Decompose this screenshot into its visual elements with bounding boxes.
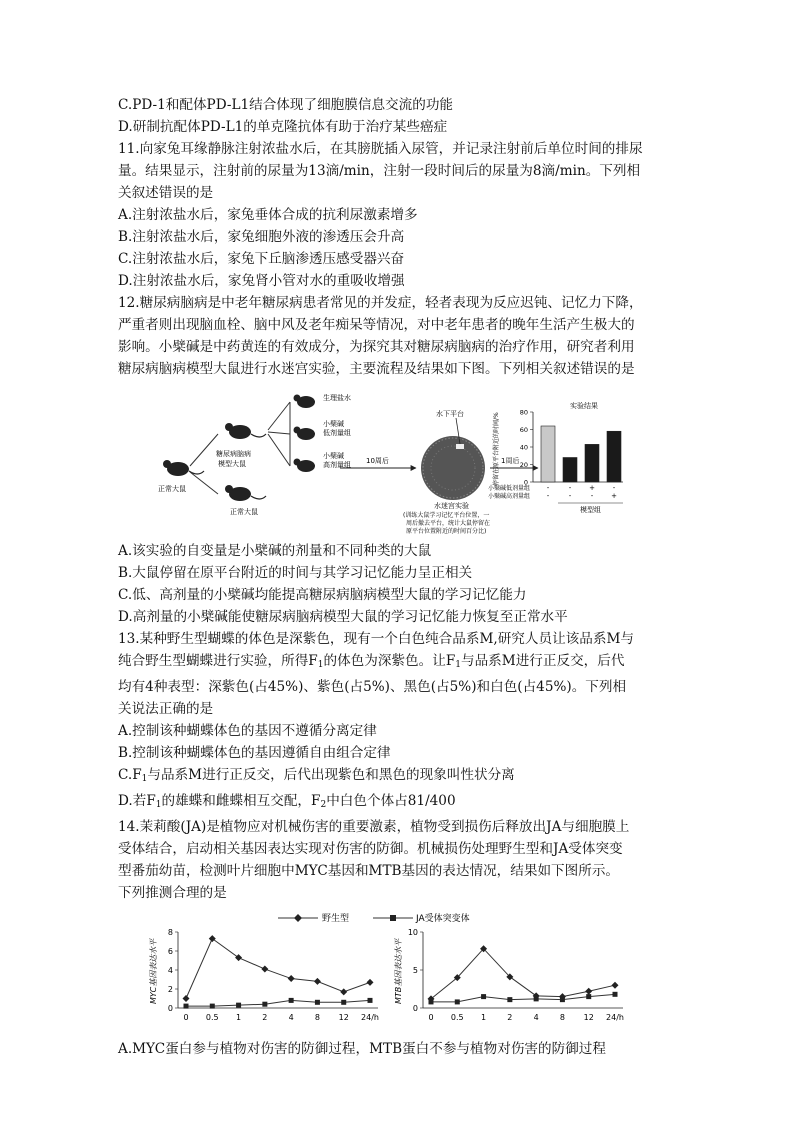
y-tick-label: 2 — [167, 985, 173, 994]
rat-icon-normal — [163, 460, 204, 476]
series-line — [186, 939, 370, 999]
q13-stem-4: 关说法正确的是 — [118, 701, 214, 717]
label-maze-note-3: 原平台位置附近的时间百分比) — [406, 528, 487, 535]
treatment-mark: + — [589, 484, 595, 492]
label-model-rat-2: 模型大鼠 — [218, 460, 246, 468]
treatment-mark: - — [546, 484, 550, 492]
q12-stem-4: 糖尿病脑病模型大鼠进行水迷宫实验，主要流程及结果如下图。下列相关叙述错误的是 — [118, 361, 635, 377]
q13-option-d-c: 中白色个体占81/400 — [326, 793, 456, 809]
q12-option-a: A.该实验的自变量是小檗碱的剂量和不同种类的大鼠 — [118, 543, 432, 559]
q12-option-b: B.大鼠停留在原平台附近的时间与其学习记忆能力呈正相关 — [118, 565, 473, 581]
data-point — [183, 995, 190, 1002]
q14-figure-svg — [118, 908, 658, 1036]
q11-option-b: B.注射浓盐水后，家兔细胞外液的渗透压会升高 — [118, 229, 405, 245]
bar — [541, 426, 555, 482]
y-tick-label: 10 — [407, 928, 418, 937]
label-maze-note-1: (训练大鼠学习记忆平台位置，一 — [403, 512, 490, 519]
q12-option-c: C.低、高剂量的小檗碱均能提高糖尿病脑病模型大鼠的学习记忆能力 — [118, 587, 527, 603]
treatment-mark: + — [611, 492, 617, 500]
data-point — [209, 935, 216, 942]
bar — [563, 458, 577, 483]
label-model-group: 模型组 — [580, 506, 601, 514]
y-tick-label: 6 — [167, 947, 173, 956]
q12-option-d: D.高剂量的小檗碱能使糖尿病脑病模型大鼠的学习记忆能力恢复至正常水平 — [118, 609, 568, 625]
y-tick-label: 0 — [523, 478, 528, 487]
legend-mutant: JA受体突变体 — [416, 914, 470, 924]
row-label-high: 小檗碱高剂量组 — [488, 493, 531, 500]
y-axis-label: MYC基因表达水平 — [149, 938, 158, 1004]
q13-stem-2a: 纯合野生型蝴蝶进行实验，所得F — [118, 653, 318, 669]
y-tick-label: 20 — [519, 461, 528, 469]
q13-stem-2 — [118, 650, 678, 676]
q12-stem-3: 影响。小檗碱是中药黄连的有效成分，为探究其对糖尿病脑病的治疗作用，研究者利用 — [118, 339, 635, 355]
label-high-1: 小檗碱 — [323, 452, 344, 460]
x-tick-label: 2 — [262, 1013, 268, 1022]
data-point — [367, 979, 374, 986]
q14-stem-2: 受体结合，启动相关基因表达实现对伤害的防御。机械损伤处理野生型和JA受体突变 — [118, 841, 623, 857]
q10-option-c: C.PD-1和配体PD-L1结合体现了细胞膜信息交流的功能 — [118, 97, 454, 113]
label-low-2: 低剂量组 — [323, 429, 351, 437]
y-tick-label: 8 — [167, 928, 173, 937]
q12-stem-1: 12.糖尿病脑病是中老年糖尿病患者常见的并发症，轻者表现为反应迟钝、记忆力下降， — [118, 295, 643, 311]
q14-figure — [118, 908, 678, 1036]
q13-option-c — [118, 764, 678, 790]
y-tick-label: 0 — [167, 1004, 173, 1013]
treatment-mark: - — [590, 492, 594, 500]
data-point — [481, 994, 486, 999]
q12-figure — [118, 386, 678, 536]
data-point — [586, 994, 591, 999]
data-point — [455, 999, 460, 1004]
q13-stem-2b: 的体色为深紫色。让F — [323, 653, 456, 669]
q14-stem-1: 14.茉莉酸(JA)是植物应对机械伤害的重要激素，植物受到损伤后释放出JA与细胞膜上 — [118, 819, 630, 835]
data-point — [314, 978, 321, 985]
x-tick-label: 0.5 — [450, 1013, 464, 1022]
myc-chart — [149, 928, 379, 1022]
y-axis-label: MTB基因表达水平 — [394, 938, 403, 1004]
q13-stem-3: 均有4种表型：深紫色(占45%)、紫色(占5%)、黑色(占5%)和白色(占45%)。下列相 — [118, 679, 627, 695]
treatment-mark: - — [568, 484, 572, 492]
data-point — [315, 1000, 320, 1005]
data-point — [262, 1002, 267, 1007]
label-high-2: 高剂量组 — [323, 461, 351, 469]
q14-option-a: A.MYC蛋白参与植物对伤害的防御过程，MTB蛋白不参与植物对伤害的防御过程 — [118, 1041, 606, 1057]
x-tick-label: 8 — [559, 1013, 565, 1022]
legend-square-marker — [390, 915, 396, 921]
label-normal-rat-2: 正常大鼠 — [230, 508, 258, 516]
legend — [278, 912, 470, 924]
q13-option-d-b: 的雄蝶和雌蝶相互交配，F — [161, 793, 321, 809]
label-low-1: 小檗碱 — [323, 420, 344, 428]
label-saline: 生理盐水 — [323, 394, 351, 402]
x-tick-label: 12 — [583, 1013, 594, 1022]
label-maze-title: 水迷宫实验 — [434, 502, 469, 510]
x-tick-label: 24/h — [361, 1013, 379, 1022]
q13-option-c-b: 与品系M进行正反交，后代出现紫色和黑色的现象叫性状分离 — [147, 767, 515, 783]
q13-option-d-a: D.若F — [118, 793, 156, 809]
q13-option-b: B.控制该种蝴蝶体色的基因遵循自由组合定律 — [118, 745, 391, 761]
q10-option-d: D.研制抗配体PD-L1的单克隆抗体有助于治疗某些癌症 — [118, 119, 448, 135]
data-point — [534, 996, 539, 1001]
mtb-chart — [394, 928, 624, 1022]
y-tick-label: 40 — [519, 443, 528, 452]
data-point — [429, 999, 434, 1004]
data-point — [184, 1004, 189, 1009]
y-tick-label: 0 — [412, 1004, 418, 1013]
data-point — [613, 992, 618, 997]
q11-option-a: A.注射浓盐水后，家兔垂体合成的抗利尿激素增多 — [118, 207, 418, 223]
x-tick-label: 8 — [314, 1013, 320, 1022]
data-point — [235, 954, 242, 961]
q14-stem-3: 型番茄幼苗，检测叶片细胞中MYC基因和MTB基因的表达情况，结果如下图所示。 — [118, 863, 620, 879]
label-after-1: 1周后 — [501, 457, 520, 465]
rat-icon-low — [294, 427, 316, 441]
q11-stem-2: 量。结果显示，注射前的尿量为13滴/min，注射一段时间后的尿量为8滴/min。下列相 — [118, 163, 641, 179]
label-model-rat-1: 糖尿病脑病 — [216, 450, 251, 458]
y-tick-label: 60 — [519, 426, 528, 434]
data-point — [368, 998, 373, 1003]
label-normal-rat: 正常大鼠 — [158, 485, 186, 493]
x-tick-label: 1 — [236, 1013, 242, 1022]
legend-wild-type: 野生型 — [322, 914, 350, 924]
x-tick-label: 24/h — [606, 1013, 624, 1022]
subscript-1: 1 — [317, 660, 324, 670]
label-maze-note-2: 周后撤去平台，统计大鼠停留在 — [406, 520, 491, 527]
treatment-mark: - — [546, 492, 550, 500]
x-tick-label: 2 — [507, 1013, 513, 1022]
legend-diamond-marker — [294, 914, 302, 922]
rat-icon-model — [225, 423, 266, 439]
x-tick-label: 4 — [533, 1013, 539, 1022]
data-point — [340, 988, 347, 995]
data-point — [288, 975, 295, 982]
x-tick-label: 12 — [338, 1013, 349, 1022]
x-tick-label: 0 — [183, 1013, 189, 1022]
data-point — [210, 1004, 215, 1009]
data-point — [341, 1000, 346, 1005]
q11-option-d: D.注射浓盐水后，家兔肾小管对水的重吸收增强 — [118, 273, 405, 289]
subscript-1: 1 — [455, 660, 461, 670]
q13-option-d — [118, 790, 678, 816]
water-maze — [421, 436, 485, 500]
rat-icon-high — [294, 459, 316, 473]
label-after-10: 10周后 — [366, 457, 389, 465]
q13-option-a: A.控制该种蝴蝶体色的基因不遵循分离定律 — [118, 723, 377, 739]
data-point — [560, 997, 565, 1002]
data-point — [236, 1003, 241, 1008]
q13-stem-2c: 与品系M进行正反交，后代 — [461, 653, 625, 669]
row-label-low: 小檗碱低剂量组 — [488, 485, 531, 492]
q11-stem-3: 关叙述错误的是 — [118, 185, 214, 201]
bar — [585, 444, 599, 482]
subscript-2: 2 — [320, 800, 327, 810]
y-tick-label: 4 — [167, 966, 173, 975]
y-tick-label: 5 — [412, 966, 418, 975]
treatment-mark: - — [612, 484, 616, 492]
x-tick-label: 1 — [481, 1013, 487, 1022]
subscript-1: 1 — [141, 774, 148, 784]
chart-title: 实验结果 — [570, 402, 598, 410]
q12-stem-2: 严重者则出现脑血栓、脑中风及老年痴呆等情况，对中老年患者的晚年生活产生极大的 — [118, 317, 635, 333]
q12-figure-svg — [118, 386, 658, 536]
q14-stem-4: 下列推测合理的是 — [118, 885, 227, 901]
label-platform: 水下平台 — [436, 410, 464, 418]
bar — [607, 431, 621, 482]
x-tick-label: 0 — [428, 1013, 434, 1022]
data-point — [585, 988, 592, 995]
y-tick-label: 80 — [519, 408, 528, 417]
x-tick-label: 0.5 — [205, 1013, 219, 1022]
data-point — [289, 998, 294, 1003]
rat-icon-saline — [294, 395, 316, 409]
x-tick-label: 4 — [288, 1013, 294, 1022]
q13-option-c-a: C.F — [118, 767, 142, 783]
subscript-1: 1 — [155, 800, 162, 810]
data-point — [261, 966, 268, 973]
data-point — [612, 982, 619, 989]
q13-stem-1: 13.某种野生型蝴蝶的体色是深紫色，现有一个白色纯合品系M,研究人员让该品系M与 — [118, 631, 634, 647]
q11-stem-1: 11.向家兔耳缘静脉注射浓盐水后，在其膀胱插入尿管，并记录注射前后单位时间的排尿 — [118, 141, 643, 157]
data-point — [507, 997, 512, 1002]
exam-page — [118, 94, 678, 1060]
rat-icon-normal-2 — [225, 485, 266, 501]
treatment-mark: - — [568, 492, 572, 500]
q11-option-c: C.注射浓盐水后，家兔下丘脑渗透压感受器兴奋 — [118, 251, 405, 267]
chart-ylabel: 停留在原平台附近的时间/% — [493, 412, 500, 486]
branch-lines — [190, 402, 290, 494]
